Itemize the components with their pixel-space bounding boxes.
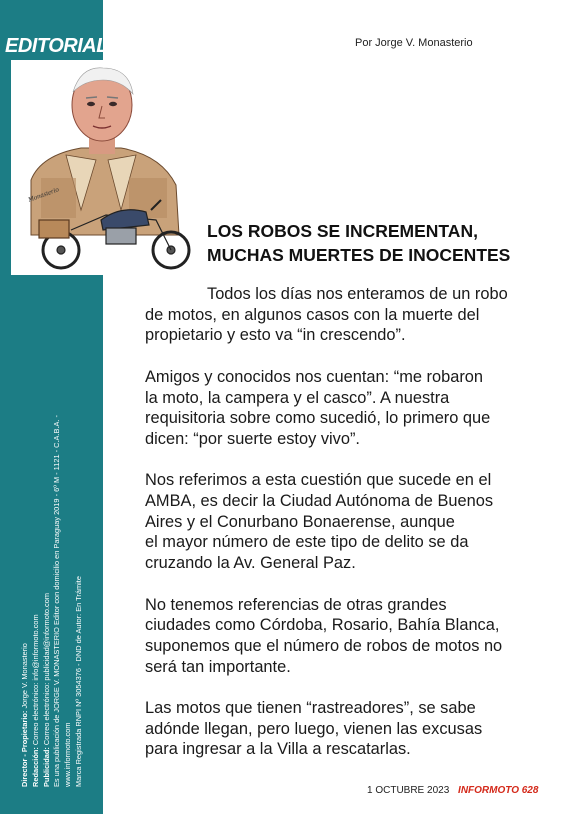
page-footer	[367, 785, 538, 796]
portrait-motorcycle-drawing	[11, 60, 201, 275]
masthead-registry: Marca Registrada RNPI Nº 3054376 - DND de Autor: En Trámite	[73, 576, 83, 787]
headline	[207, 219, 547, 267]
masthead-director: Director - Propietario: Jorge V. Monasterio	[20, 643, 29, 787]
issue-date: 1 OCTUBRE 2023	[367, 785, 450, 796]
author-byline: Por Jorge V. Monasterio	[355, 37, 473, 49]
article-body	[145, 284, 540, 781]
masthead-publicidad: Publicidad: Correo electrónico: publicidad@informoto.com	[41, 592, 51, 787]
illustration-signature: Monasterio	[26, 185, 61, 204]
paragraph: Nos referimos a esta cuestión que sucede en el AMBA, es decir la Ciudad Autónoma de Buenos Aires y el Conurbano Bonaerense, aunque el mayor número de este tipo de delito se da cruzando la Av. General Paz.	[145, 471, 494, 573]
masthead-publication: Es una publicación de JORGE V. MONASTERIO Editor con domicilio en Paraguay 2019 - 6º M - 1121 - C.A.B.A. -	[52, 415, 62, 787]
author-portrait-illustration	[11, 60, 201, 275]
masthead	[20, 367, 110, 787]
paragraph: No tenemos referencias de otras grandes ciudades como Córdoba, Rosario, Bahía Blanca, suponemos que el número de robos de motos no será tan importante.	[145, 595, 503, 676]
section-label: EDITORIAL	[5, 35, 108, 57]
magazine-name: INFORMOTO 628	[458, 785, 539, 796]
paragraph: Las motos que tienen “rastreadores”, se sabe adónde llegan, pero luego, vienen las excusas para ingresar a la Villa a rescatarlas.	[145, 699, 483, 759]
paragraph: Amigos y conocidos nos cuentan: “me robaron la moto, la campera y el casco”. A nuestra requisitoria sobre como sucedió, lo primero que dicen: “por suerte estoy vivo”.	[145, 367, 491, 448]
headline-line: LOS ROBOS SE INCREMENTAN,	[207, 221, 478, 241]
masthead-redaccion: Redacción: Correo electrónico: info@informoto.com	[30, 614, 40, 787]
paragraph: Todos los días nos enteramos de un robo de motos, en algunos casos con la muerte del propietario y esto va “in crescendo”.	[145, 285, 508, 345]
headline-line: MUCHAS MUERTES DE INOCENTES	[207, 245, 511, 265]
masthead-website: www.informoto.com	[63, 722, 73, 787]
